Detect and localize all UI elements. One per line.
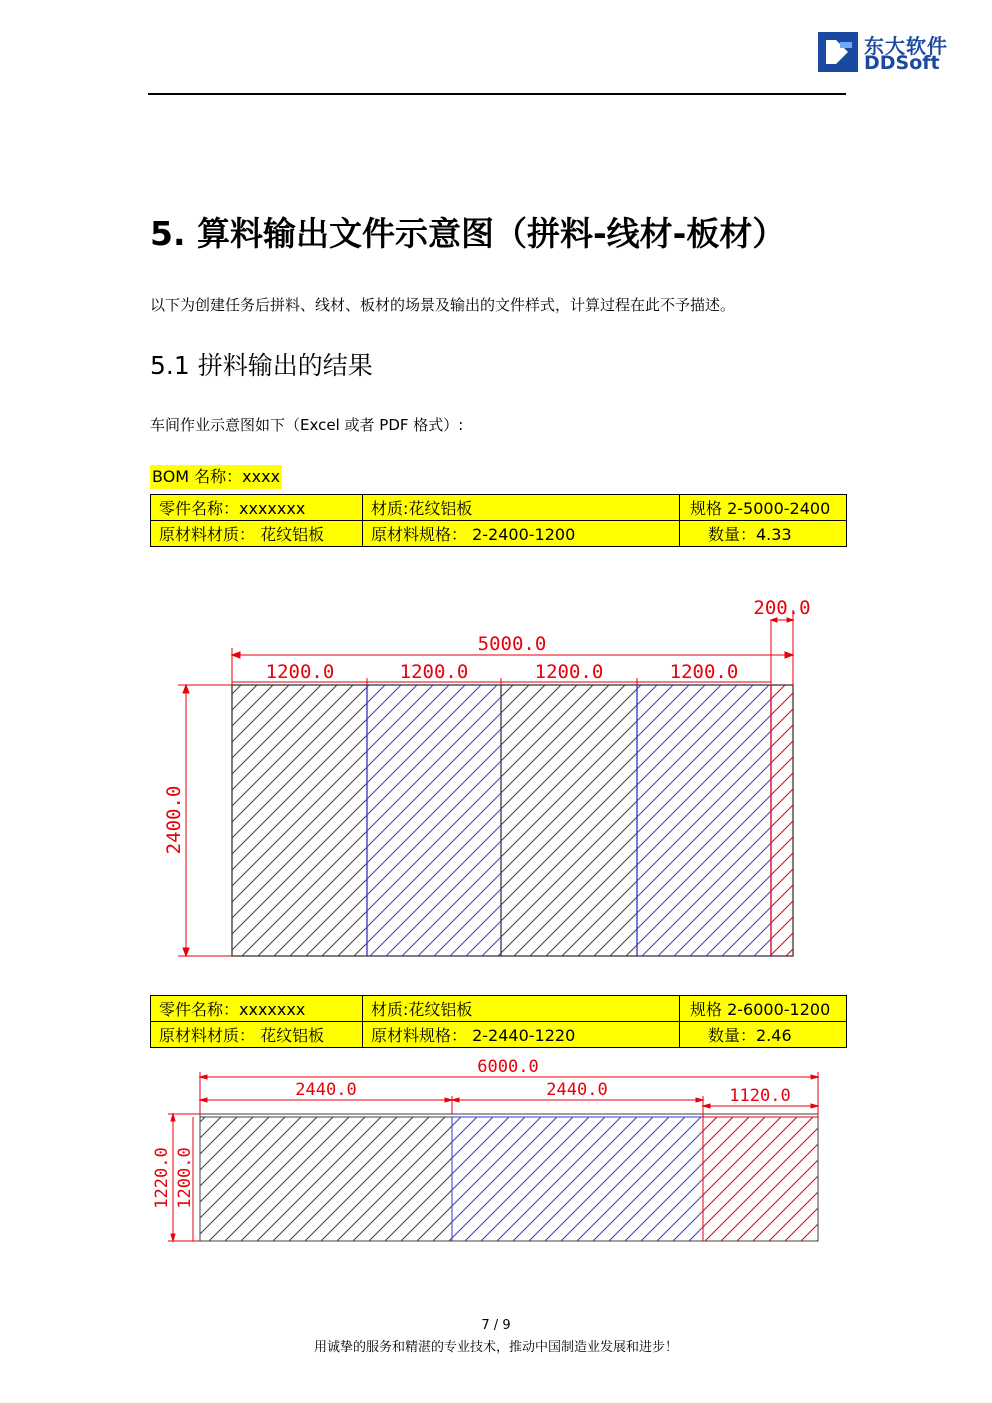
- nesting-drawing-2: [0, 1050, 992, 1260]
- section-title: 5. 算料输出文件示意图（拼料-线材-板材）: [150, 214, 786, 253]
- part-name-cell: 零件名称：xxxxxxx: [151, 495, 363, 521]
- logo-text-english: DDSoft: [864, 52, 940, 74]
- remainder-panel: [703, 1117, 818, 1241]
- dim-total-width: 6000.0: [477, 1057, 539, 1077]
- panel-4: [637, 685, 771, 956]
- table-row: [151, 996, 847, 1022]
- panel-2: [367, 685, 501, 956]
- panel-1: [232, 685, 367, 956]
- page-number: 7 / 9: [481, 1318, 511, 1333]
- dim-remainder: 1120.0: [729, 1086, 791, 1106]
- material-cell: 材质:花纹铝板: [363, 996, 680, 1022]
- remainder-panel: [771, 685, 793, 956]
- dim-outer-height: 1220.0: [152, 1147, 172, 1209]
- ddsoft-logo: [816, 30, 966, 74]
- table-row: [151, 1022, 847, 1048]
- panel-2: [452, 1117, 703, 1241]
- raw-spec-cell: 原材料规格： 2-2440-1220: [363, 1022, 680, 1048]
- intro-paragraph: 以下为创建任务后拼料、线材、板材的场景及输出的文件样式，计算过程在此不予描述。: [150, 296, 736, 314]
- logo-text-chinese: 东大软件: [864, 34, 948, 58]
- nesting-drawing-1: [0, 590, 992, 970]
- quantity-cell: 数量：4.33: [680, 521, 847, 547]
- panel-1: [200, 1117, 452, 1241]
- table-row: [151, 521, 847, 547]
- material-cell: 材质:花纹铝板: [363, 495, 680, 521]
- caption-text: 车间作业示意图如下（Excel 或者 PDF 格式）:: [150, 416, 464, 434]
- raw-material-cell: 原材料材质： 花纹铝板: [151, 1022, 363, 1048]
- raw-material-cell: 原材料材质： 花纹铝板: [151, 521, 363, 547]
- info-table-1: [150, 494, 847, 547]
- raw-spec-cell: 原材料规格： 2-2400-1200: [363, 521, 680, 547]
- subsection-title: 5.1 拼料输出的结果: [150, 351, 373, 380]
- part-name-cell: 零件名称：xxxxxxx: [151, 996, 363, 1022]
- info-table-2: [150, 995, 847, 1048]
- header-rule: [148, 93, 846, 95]
- dim-segment-3: 1200.0: [534, 661, 604, 683]
- ddsoft-logo-icon: [816, 30, 860, 74]
- dim-segment-1: 1200.0: [265, 661, 335, 683]
- footer-slogan: 用诚挚的服务和精湛的专业技术，推动中国制造业发展和进步！: [313, 1340, 678, 1355]
- dim-total-width: 5000.0: [477, 633, 547, 655]
- dim-segment-4: 1200.0: [669, 661, 739, 683]
- dim-segment-2: 1200.0: [399, 661, 469, 683]
- dim-remainder: 200.0: [753, 597, 811, 619]
- dim-height: 2400.0: [163, 785, 185, 855]
- spec-cell: 规格 2-6000-1200: [680, 996, 847, 1022]
- spec-cell: 规格 2-5000-2400: [680, 495, 847, 521]
- quantity-cell: 数量：2.46: [680, 1022, 847, 1048]
- dim-inner-height: 1200.0: [175, 1147, 195, 1209]
- dim-segment-1: 2440.0: [295, 1080, 357, 1100]
- bom-label: BOM 名称：xxxx: [150, 465, 282, 489]
- dim-segment-2: 2440.0: [546, 1080, 608, 1100]
- table-row: [151, 495, 847, 521]
- panel-3: [501, 685, 637, 956]
